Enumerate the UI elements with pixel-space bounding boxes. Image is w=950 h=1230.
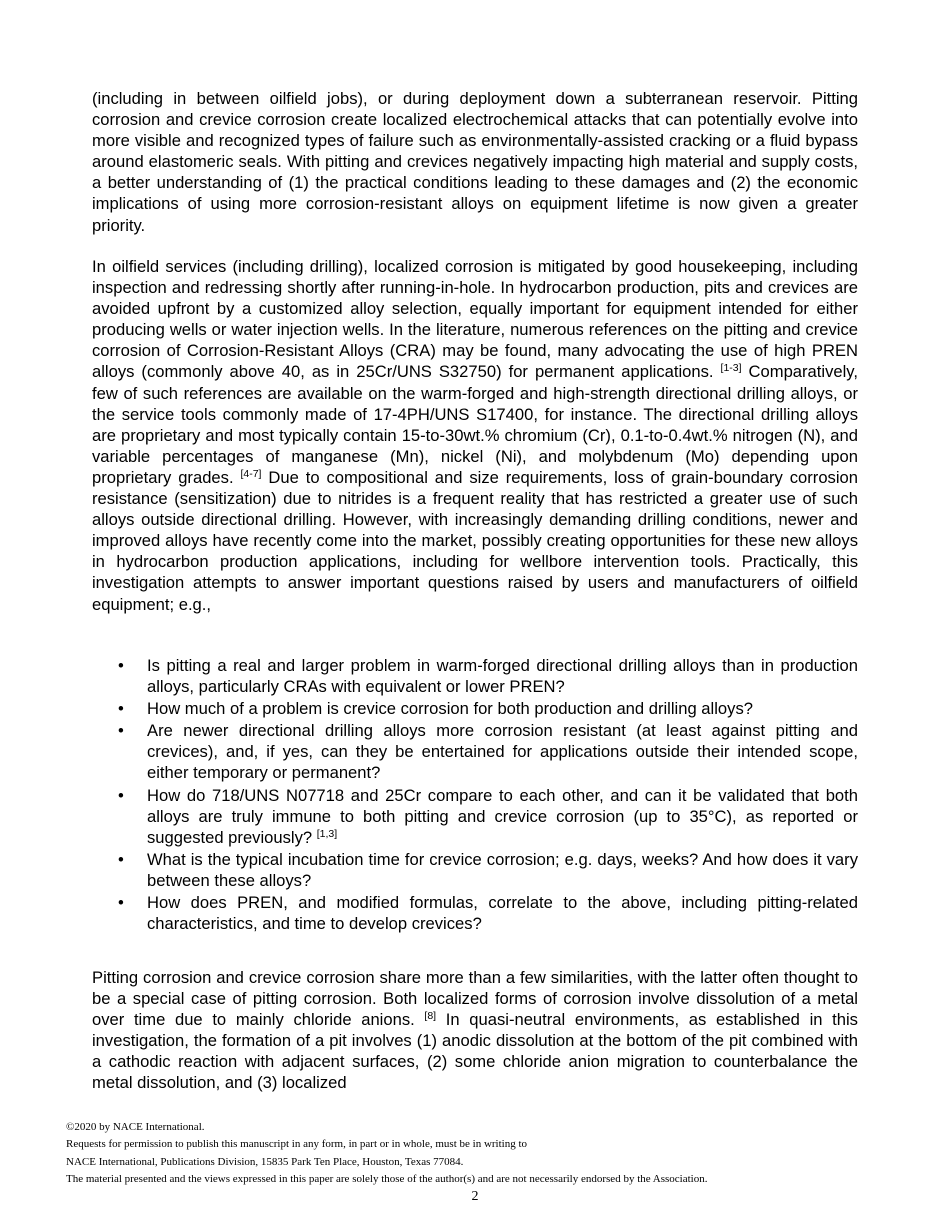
list-item-text: Is pitting a real and larger problem in warm-forged directional drilling alloys than in production alloys, particularly CRAs with equivalent or lower PREN?: [147, 656, 858, 697]
bullet-icon: •: [118, 785, 124, 805]
paragraph-text: In oilfield services (including drilling), localized corrosion is mitigated by good housekeeping, including inspection and redressing shortly after running-in-hole. In hydrocarbon production, pits and crevices are avoided upfront by a customized alloy selection, equally important for equipment intended for either producing wells or water injection wells. In the literature, numerous references on the pitting and crevice corrosion of Corrosion-Resistant Alloys (CRA) may be found, many advocating the use of high PREN alloys (commonly above 40, as in 25Cr/UNS S32750) for permanent applications.: [92, 257, 858, 382]
page-footer: [66, 1119, 886, 1189]
paragraph-pitting-crevice: [92, 967, 858, 1094]
bullet-icon: •: [118, 656, 124, 675]
paragraph-oilfield-services: [92, 256, 858, 615]
bullet-icon: •: [118, 893, 124, 913]
research-questions-list: [92, 655, 858, 935]
citation-ref: [1,3]: [316, 827, 338, 840]
citation-ref: [8]: [424, 1010, 437, 1023]
list-item: [92, 698, 858, 719]
list-item: [92, 849, 858, 891]
list-item-text: How much of a problem is crevice corrosion for both production and drilling alloys?: [147, 699, 753, 719]
list-item-text: Are newer directional drilling alloys more corrosion resistant (at least against pitting and crevices), and, if yes, can they be entertained for applications outside their intended scope, either temporary or permanent?: [147, 721, 858, 783]
list-item-text: How does PREN, and modified formulas, correlate to the above, including pitting-related characteristics, and time to develop crevices?: [147, 893, 858, 934]
paragraph-text: In quasi-neutral environments, as established in this investigation, the formation of a pit involves (1) anodic dissolution at the bottom of the pit combined with a cathodic reaction with adjacent surfaces, (2) some chloride anion migration to counterbalance the metal dissolution, and (3) localized: [92, 1010, 858, 1093]
paragraph-intro-continuation: (including in between oilfield jobs), or during deployment down a subterranean reservoir. Pitting corrosion and crevice corrosion create localized electrochemical attacks that can potentially evolve into more visible and recognized types of failure such as environmentally-assisted cracking or a fluid bypass around elastomeric seals. With pitting and crevices negatively impacting high material and supply costs, a better understanding of (1) the practical conditions leading to these damages and (2) the economic implications of using more corrosion-resistant alloys on equipment lifetime is now given a greater priority.: [92, 89, 858, 235]
footer-permission: Requests for permission to publish this manuscript in any form, in part or in whole, must be in writing to: [66, 1138, 528, 1151]
footer-address: NACE International, Publications Division, 15835 Park Ten Place, Houston, Texas 77084.: [66, 1155, 464, 1168]
bullet-icon: •: [118, 721, 124, 741]
citation-ref: [4-7]: [240, 467, 262, 480]
footer-disclaimer: The material presented and the views expressed in this paper are solely those of the author(s) and are not necessarily endorsed by the Association.: [66, 1173, 708, 1186]
list-item-text: What is the typical incubation time for crevice corrosion; e.g. days, weeks? And how does it vary between these alloys?: [147, 849, 858, 890]
list-item: [92, 655, 858, 697]
footer-copyright: ©2020 by NACE International.: [66, 1121, 205, 1133]
page-number: 2: [471, 1189, 479, 1204]
paragraph-text: Due to compositional and size requirements, loss of grain-boundary corrosion resistance (sensitization) due to nitrides is a frequent reality that has restricted a greater use of such alloys outside directional drilling. However, with increasingly demanding drilling conditions, newer and improved alloys have recently come into the market, possibly creating opportunities for these new alloys in hydrocarbon production applications, including for wellbore intervention tools. Practically, this investigation attempts to answer important questions raised by users and manufacturers of oilfield equipment; e.g.,: [92, 467, 858, 614]
list-item-text: How do 718/UNS N07718 and 25Cr compare to each other, and can it be validated that both alloys are truly immune to both pitting and crevice corrosion (up to 35°C), as reported or suggested previously?: [147, 785, 858, 847]
citation-ref: [1-3]: [720, 362, 742, 375]
list-item: [92, 720, 858, 783]
list-item: [92, 892, 858, 934]
list-item: [92, 785, 858, 848]
paragraph-text: Comparatively, few of such references are available on the warm-forged and high-strength directional drilling alloys, or the service tools commonly made of 17-4PH/UNS S17400, for instance. The directional drilling alloys are proprietary and most typically contain 15-to-30wt.% chromium (Cr), 0.1-to-0.4wt.% nitrogen (N), and variable percentages of manganese (Mn), nickel (Ni), and molybdenum (Mo) depending upon proprietary grades.: [92, 362, 858, 487]
bullet-icon: •: [118, 699, 124, 719]
paragraph-text: Pitting corrosion and crevice corrosion share more than a few similarities, with the latter often thought to be a special case of pitting corrosion. Both localized forms of corrosion involve dissolution of a metal over time due to mainly chloride anions.: [92, 968, 858, 1030]
bullet-icon: •: [118, 849, 124, 869]
